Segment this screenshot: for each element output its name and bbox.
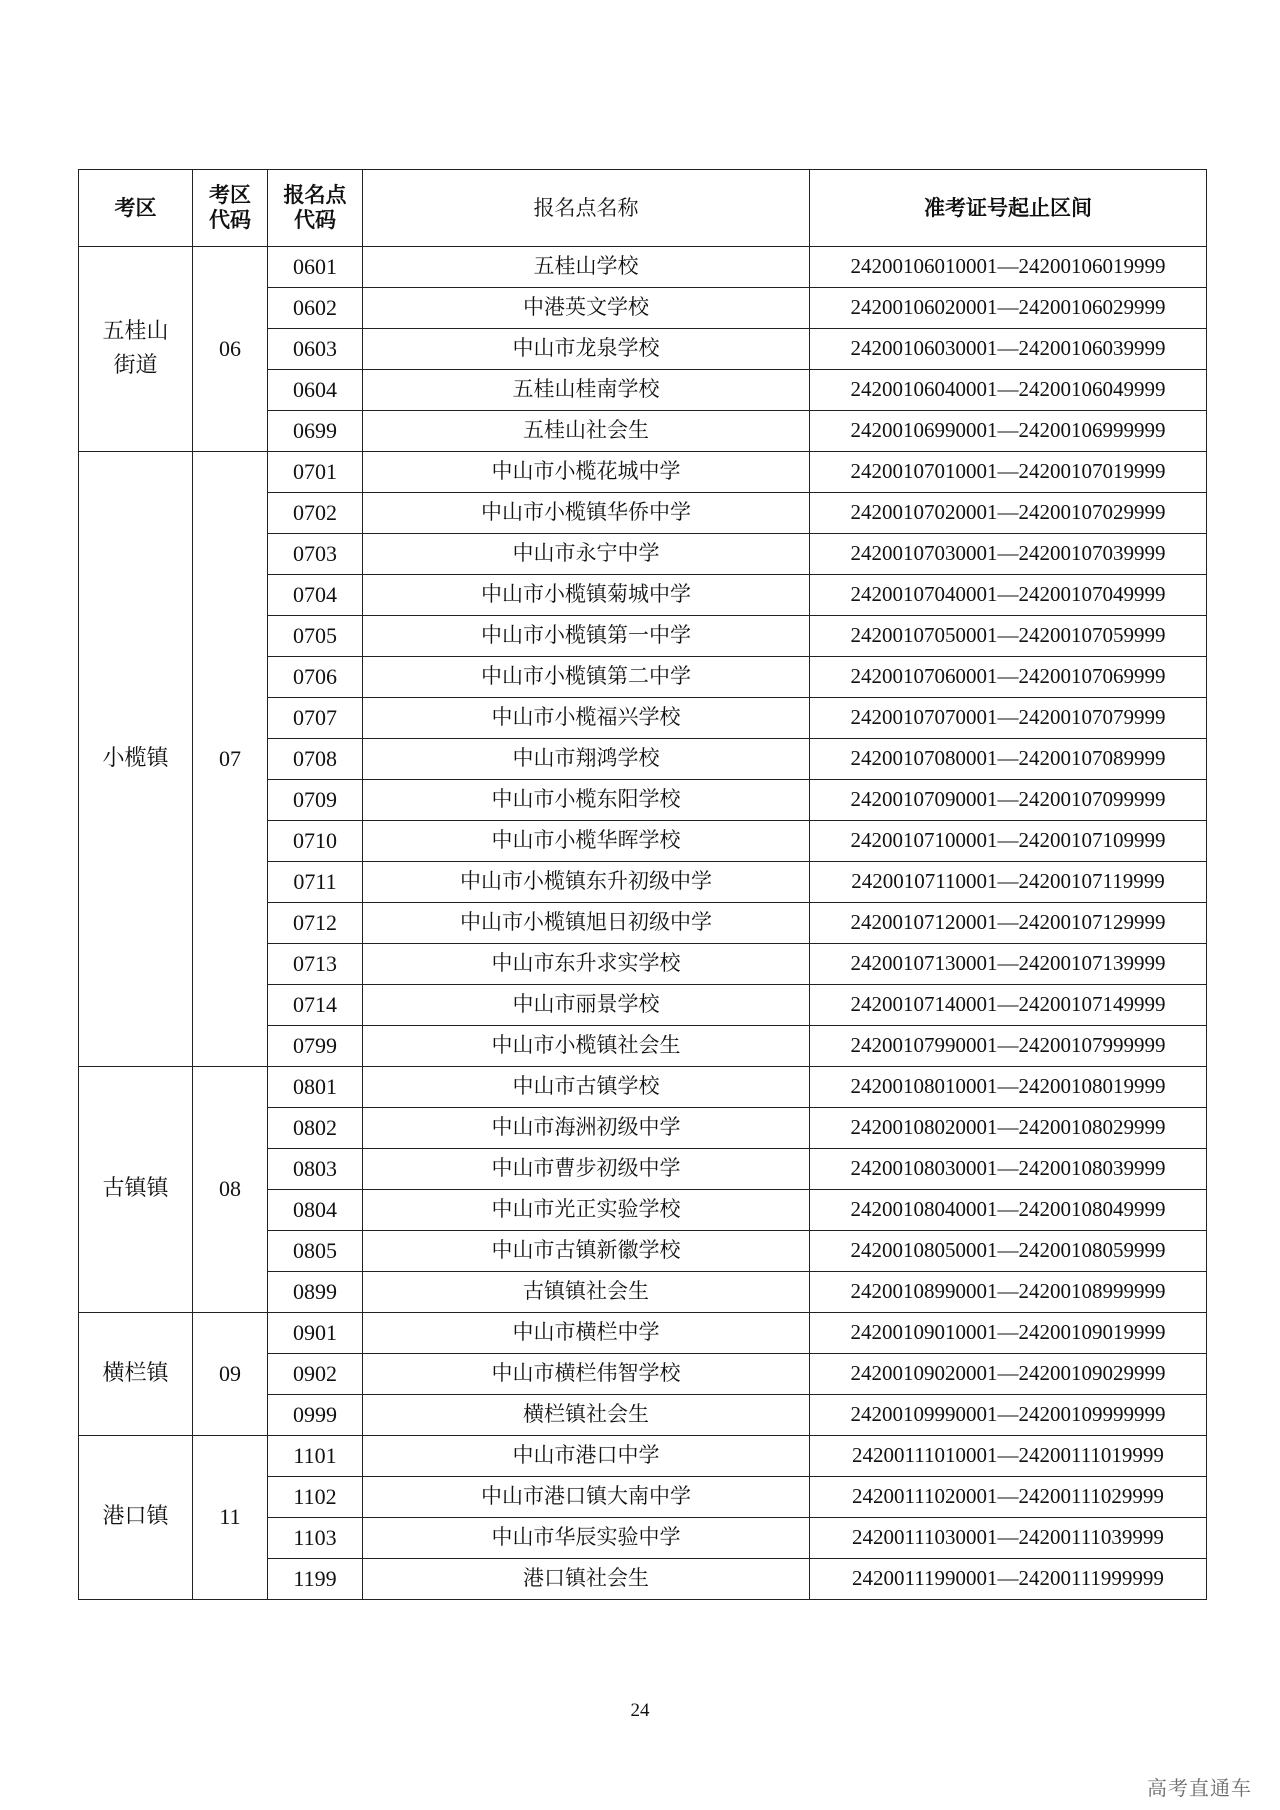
site-code-cell: 0709 bbox=[268, 780, 363, 821]
exam-site-table bbox=[78, 169, 1207, 1600]
site-name-cell: 中山市小榄镇社会生 bbox=[363, 1026, 810, 1067]
site-code-cell: 0799 bbox=[268, 1026, 363, 1067]
ticket-range-cell: 24200111030001—24200111039999 bbox=[810, 1518, 1207, 1559]
site-code-cell: 0702 bbox=[268, 493, 363, 534]
site-name-cell: 中山市小榄福兴学校 bbox=[363, 698, 810, 739]
site-code-cell: 0899 bbox=[268, 1272, 363, 1313]
ticket-range-cell: 24200111990001—24200111999999 bbox=[810, 1559, 1207, 1600]
district-cell: 横栏镇 bbox=[79, 1313, 193, 1436]
site-code-cell: 0804 bbox=[268, 1190, 363, 1231]
header-district-code-text: 考区代码 bbox=[209, 183, 251, 232]
table-row bbox=[79, 247, 1207, 288]
site-name-cell: 中山市海洲初级中学 bbox=[363, 1108, 810, 1149]
site-code-cell: 0708 bbox=[268, 739, 363, 780]
site-name-cell: 中山市小榄镇第二中学 bbox=[363, 657, 810, 698]
site-code-cell: 0999 bbox=[268, 1395, 363, 1436]
header-district: 考区 bbox=[79, 170, 193, 247]
site-name-cell: 中港英文学校 bbox=[363, 288, 810, 329]
site-code-cell: 0601 bbox=[268, 247, 363, 288]
table-body bbox=[79, 247, 1207, 1600]
table-row bbox=[79, 1436, 1207, 1477]
site-name-cell: 中山市小榄镇第一中学 bbox=[363, 616, 810, 657]
ticket-range-cell: 24200111020001—24200111029999 bbox=[810, 1477, 1207, 1518]
site-code-cell: 0699 bbox=[268, 411, 363, 452]
district-code-cell: 07 bbox=[193, 452, 268, 1067]
site-name-cell: 中山市翔鸿学校 bbox=[363, 739, 810, 780]
site-name-cell: 横栏镇社会生 bbox=[363, 1395, 810, 1436]
site-name-cell: 中山市小榄镇菊城中学 bbox=[363, 575, 810, 616]
site-name-cell: 中山市光正实验学校 bbox=[363, 1190, 810, 1231]
page-number: 24 bbox=[630, 1700, 650, 1721]
site-name-cell: 中山市永宁中学 bbox=[363, 534, 810, 575]
site-code-cell: 0713 bbox=[268, 944, 363, 985]
ticket-range-cell: 24200107040001—24200107049999 bbox=[810, 575, 1207, 616]
watermark-text: 高考直通车 bbox=[1147, 1776, 1252, 1800]
district-code-cell: 09 bbox=[193, 1313, 268, 1436]
site-name-cell: 中山市小榄镇东升初级中学 bbox=[363, 862, 810, 903]
ticket-range-cell: 24200109010001—24200109019999 bbox=[810, 1313, 1207, 1354]
table-row bbox=[79, 1313, 1207, 1354]
ticket-range-cell: 24200106020001—24200106029999 bbox=[810, 288, 1207, 329]
header-ticket-range: 准考证号起止区间 bbox=[810, 170, 1207, 247]
site-code-cell: 0711 bbox=[268, 862, 363, 903]
site-code-cell: 0602 bbox=[268, 288, 363, 329]
site-name-cell: 中山市东升求实学校 bbox=[363, 944, 810, 985]
site-code-cell: 0603 bbox=[268, 329, 363, 370]
site-code-cell: 0705 bbox=[268, 616, 363, 657]
ticket-range-cell: 24200108040001—24200108049999 bbox=[810, 1190, 1207, 1231]
site-name-cell: 古镇镇社会生 bbox=[363, 1272, 810, 1313]
site-name-cell: 中山市龙泉学校 bbox=[363, 329, 810, 370]
ticket-range-cell: 24200107110001—24200107119999 bbox=[810, 862, 1207, 903]
ticket-range-cell: 24200107020001—24200107029999 bbox=[810, 493, 1207, 534]
district-code-cell: 08 bbox=[193, 1067, 268, 1313]
site-code-cell: 0701 bbox=[268, 452, 363, 493]
site-name-cell: 中山市港口中学 bbox=[363, 1436, 810, 1477]
site-code-cell: 0801 bbox=[268, 1067, 363, 1108]
site-name-cell: 中山市横栏伟智学校 bbox=[363, 1354, 810, 1395]
site-code-cell: 0706 bbox=[268, 657, 363, 698]
site-code-cell: 1103 bbox=[268, 1518, 363, 1559]
ticket-range-cell: 24200107100001—24200107109999 bbox=[810, 821, 1207, 862]
ticket-range-cell: 24200106030001—24200106039999 bbox=[810, 329, 1207, 370]
site-code-cell: 0710 bbox=[268, 821, 363, 862]
site-code-cell: 0902 bbox=[268, 1354, 363, 1395]
site-name-cell: 中山市小榄华晖学校 bbox=[363, 821, 810, 862]
ticket-range-cell: 24200107990001—24200107999999 bbox=[810, 1026, 1207, 1067]
ticket-range-cell: 24200107030001—24200107039999 bbox=[810, 534, 1207, 575]
ticket-range-cell: 24200109020001—24200109029999 bbox=[810, 1354, 1207, 1395]
site-code-cell: 0802 bbox=[268, 1108, 363, 1149]
site-name-cell: 中山市横栏中学 bbox=[363, 1313, 810, 1354]
ticket-range-cell: 24200107060001—24200107069999 bbox=[810, 657, 1207, 698]
ticket-range-cell: 24200107070001—24200107079999 bbox=[810, 698, 1207, 739]
ticket-range-cell: 24200107090001—24200107099999 bbox=[810, 780, 1207, 821]
site-code-cell: 0703 bbox=[268, 534, 363, 575]
site-name-cell: 中山市曹步初级中学 bbox=[363, 1149, 810, 1190]
district-cell: 港口镇 bbox=[79, 1436, 193, 1600]
district-cell: 小榄镇 bbox=[79, 452, 193, 1067]
site-name-cell: 中山市华辰实验中学 bbox=[363, 1518, 810, 1559]
table-header-row bbox=[79, 170, 1207, 247]
ticket-range-cell: 24200106010001—24200106019999 bbox=[810, 247, 1207, 288]
site-name-cell: 中山市港口镇大南中学 bbox=[363, 1477, 810, 1518]
site-code-cell: 1199 bbox=[268, 1559, 363, 1600]
ticket-range-cell: 24200106990001—24200106999999 bbox=[810, 411, 1207, 452]
site-name-cell: 中山市小榄镇华侨中学 bbox=[363, 493, 810, 534]
site-name-cell: 五桂山桂南学校 bbox=[363, 370, 810, 411]
site-name-cell: 中山市小榄镇旭日初级中学 bbox=[363, 903, 810, 944]
site-name-cell: 中山市古镇新徽学校 bbox=[363, 1231, 810, 1272]
ticket-range-cell: 24200107050001—24200107059999 bbox=[810, 616, 1207, 657]
header-district-code bbox=[193, 170, 268, 247]
site-code-cell: 0704 bbox=[268, 575, 363, 616]
header-site-name: 报名点名称 bbox=[363, 170, 810, 247]
ticket-range-cell: 24200107080001—24200107089999 bbox=[810, 739, 1207, 780]
site-code-cell: 1101 bbox=[268, 1436, 363, 1477]
site-name-cell: 五桂山学校 bbox=[363, 247, 810, 288]
site-code-cell: 0707 bbox=[268, 698, 363, 739]
site-code-cell: 0803 bbox=[268, 1149, 363, 1190]
district-cell: 五桂山街道 bbox=[79, 247, 193, 452]
site-name-cell: 港口镇社会生 bbox=[363, 1559, 810, 1600]
site-code-cell: 0714 bbox=[268, 985, 363, 1026]
site-name-cell: 中山市古镇学校 bbox=[363, 1067, 810, 1108]
site-name-cell: 中山市丽景学校 bbox=[363, 985, 810, 1026]
site-code-cell: 1102 bbox=[268, 1477, 363, 1518]
site-code-cell: 0805 bbox=[268, 1231, 363, 1272]
table-row bbox=[79, 1067, 1207, 1108]
district-cell: 古镇镇 bbox=[79, 1067, 193, 1313]
ticket-range-cell: 24200107120001—24200107129999 bbox=[810, 903, 1207, 944]
ticket-range-cell: 24200109990001—24200109999999 bbox=[810, 1395, 1207, 1436]
ticket-range-cell: 24200107140001—24200107149999 bbox=[810, 985, 1207, 1026]
ticket-range-cell: 24200108030001—24200108039999 bbox=[810, 1149, 1207, 1190]
ticket-range-cell: 24200108050001—24200108059999 bbox=[810, 1231, 1207, 1272]
site-code-cell: 0901 bbox=[268, 1313, 363, 1354]
ticket-range-cell: 24200108990001—24200108999999 bbox=[810, 1272, 1207, 1313]
site-code-cell: 0712 bbox=[268, 903, 363, 944]
site-name-cell: 中山市小榄花城中学 bbox=[363, 452, 810, 493]
header-site-code bbox=[268, 170, 363, 247]
ticket-range-cell: 24200108010001—24200108019999 bbox=[810, 1067, 1207, 1108]
ticket-range-cell: 24200111010001—24200111019999 bbox=[810, 1436, 1207, 1477]
site-code-cell: 0604 bbox=[268, 370, 363, 411]
ticket-range-cell: 24200107010001—24200107019999 bbox=[810, 452, 1207, 493]
site-name-cell: 中山市小榄东阳学校 bbox=[363, 780, 810, 821]
table-row bbox=[79, 452, 1207, 493]
district-code-cell: 06 bbox=[193, 247, 268, 452]
district-code-cell: 11 bbox=[193, 1436, 268, 1600]
ticket-range-cell: 24200107130001—24200107139999 bbox=[810, 944, 1207, 985]
ticket-range-cell: 24200106040001—24200106049999 bbox=[810, 370, 1207, 411]
ticket-range-cell: 24200108020001—24200108029999 bbox=[810, 1108, 1207, 1149]
site-name-cell: 五桂山社会生 bbox=[363, 411, 810, 452]
header-site-code-text: 报名点代码 bbox=[283, 183, 347, 232]
